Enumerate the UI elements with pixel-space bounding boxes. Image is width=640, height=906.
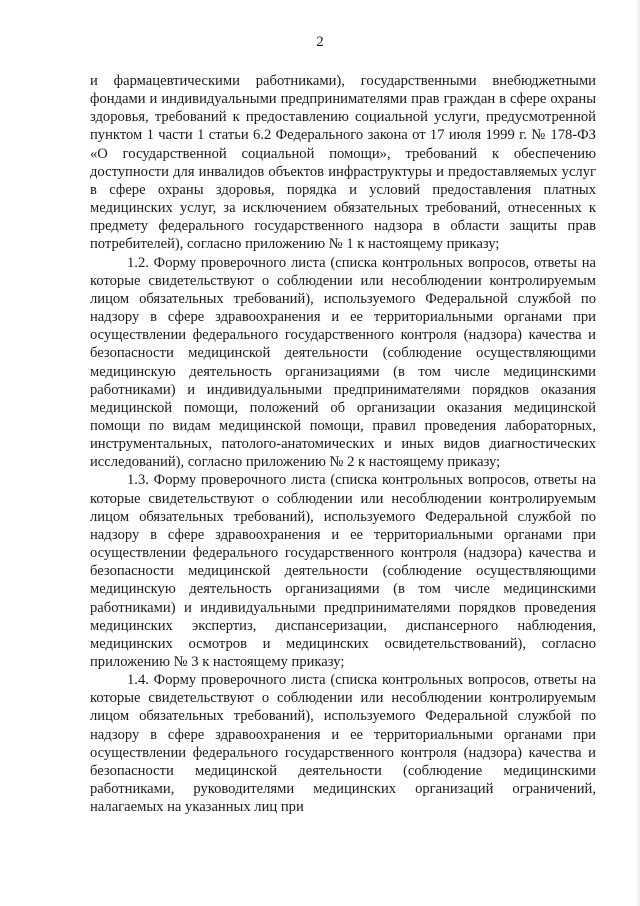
- paragraph-continuation: и фармацевтическими работниками), государственными внебюджетными фондами и индивидуальными предпринимателями прав граждан в сфере охраны здоровья, требований к предоставлению социальной услуги, предусмотренной пунктом 1 части 1 статьи 6.2 Федерального закона от 17 июля 1999 г. № 178-ФЗ «О государственной социальной помощи», требований к обеспечению доступности для инвалидов объектов инфраструктуры и предоставляемых услуг в сфере охраны здоровья, порядка и условий предоставления платных медицинских услуг, за исключением обязательных требований, отнесенных к предмету федерального государственного надзора в области защиты прав потребителей), согласно приложению № 1 к настоящему приказу;: [90, 73, 596, 253]
- page-number: 2: [316, 34, 324, 50]
- scan-edge-shadow: [636, 0, 640, 906]
- paragraph-item-1-2: 1.2. Форму проверочного листа (списка контрольных вопросов, ответы на которые свидетельствуют о соблюдении или несоблюдении контролируемым лицом обязательных требований), используемого Федеральной службой по надзору в сфере здравоохранения и ее территориальными органами при осуществлении федерального государственного контроля (надзора) качества и безопасности медицинской деятельности (соблюдение осуществляющими медицинскую деятельность организациями (в том числе медицинскими работниками) и индивидуальными предпринимателями порядков оказания медицинской помощи, положений об организации оказания медицинской помощи по видам медицинской помощи, правил проведения лабораторных, инструментальных, патолого-анатомических и иных видов диагностических исследований), согласно приложению № 2 к настоящему приказу;: [90, 254, 596, 471]
- paragraph-item-1-4: 1.4. Форму проверочного листа (списка контрольных вопросов, ответы на которые свидетельствуют о соблюдении или несоблюдении контролируемым лицом обязательных требований), используемого Федеральной службой по надзору в сфере здравоохранения и ее территориальными органами при осуществлении федерального государственного контроля (надзора) качества и безопасности медицинской деятельности (соблюдение медицинскими работниками, руководителями медицинских организаций ограничений, налагаемых на указанных лиц при: [90, 672, 596, 816]
- paragraph-item-1-3: 1.3. Форму проверочного листа (списка контрольных вопросов, ответы на которые свидетельствуют о соблюдении или несоблюдении контролируемым лицом обязательных требований), используемого Федеральной службой по надзору в сфере здравоохранения и ее территориальными органами при осуществлении федерального государственного контроля (надзора) качества и безопасности медицинской деятельности (соблюдение осуществляющими медицинскую деятельность организациями (в том числе медицинскими работниками) и индивидуальными предпринимателями порядков проведения медицинских экспертиз, диспансеризации, диспансерного наблюдения, медицинских осмотров и медицинских освидетельствований), согласно приложению № 3 к настоящему приказу;: [90, 472, 596, 670]
- document-body: [90, 72, 596, 816]
